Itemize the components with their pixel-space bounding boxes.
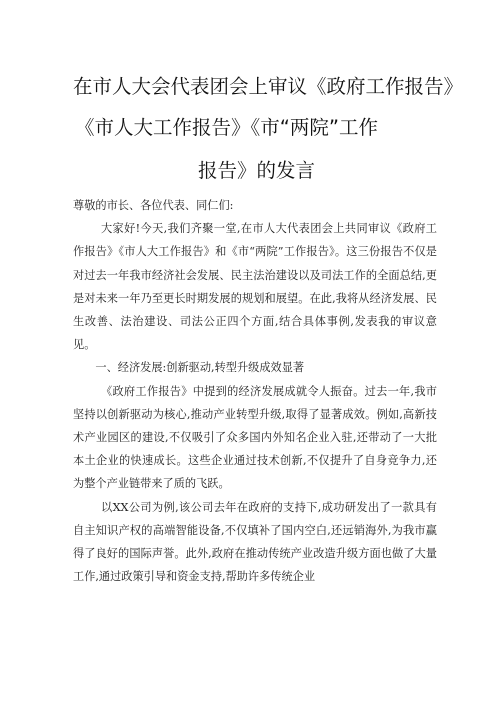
title-line-3: 报告》的发言 [198, 159, 316, 182]
title-line-1: 在市人大会代表团会上审议《政府工作报告》 [73, 75, 464, 98]
document-body [73, 194, 437, 588]
section-heading-economy: 一、经济发展:创新驱动,转型升级成效显著 [95, 361, 305, 375]
paragraph-example: 以XX公司为例,该公司去年在政府的支持下,成功研发出了一款具有自主知识产权的高端智能设备,不仅填补了国内空白,还远销海外,为我市赢得了良好的国际声誉。此外,政府在推动传统产业改造升级方面也做了大量工作,通过政策引导和资金支持,帮助许多传统企业 [73, 500, 437, 584]
salutation: 尊敬的市长、各位代表、同仁们: [73, 199, 234, 212]
title-line-2: 《市人大工作报告》《市“两院”工作 [75, 116, 378, 139]
paragraph-economy: 《政府工作报告》中提到的经济发展成就令人振奋。过去一年,我市坚持以创新驱动为核心,推动产业转型升级,取得了显著成效。例如,高新技术产业园区的建设,不仅吸引了众多国内外知名企业入驻,还带动了一大批本土企业的快速成长。这些企业通过技术创新,不仅提升了自身竞争力,还为整个产业链带来了质的飞跃。 [73, 384, 437, 491]
paragraph-intro: 大家好!今天,我们齐聚一堂,在市人大代表团会上共同审议《政府工作报告》《市人大工作报告》和《市“两院”工作报告》。这三份报告不仅是对过去一年我市经济社会发展、民主法治建设以及司法工作的全面总结,更是对未来一年乃至更长时期发展的规划和展望。在此,我将从经济发展、民生改善、法治建设、司法公正四个方面,结合具体事例,发表我的审议意见。 [73, 222, 437, 352]
